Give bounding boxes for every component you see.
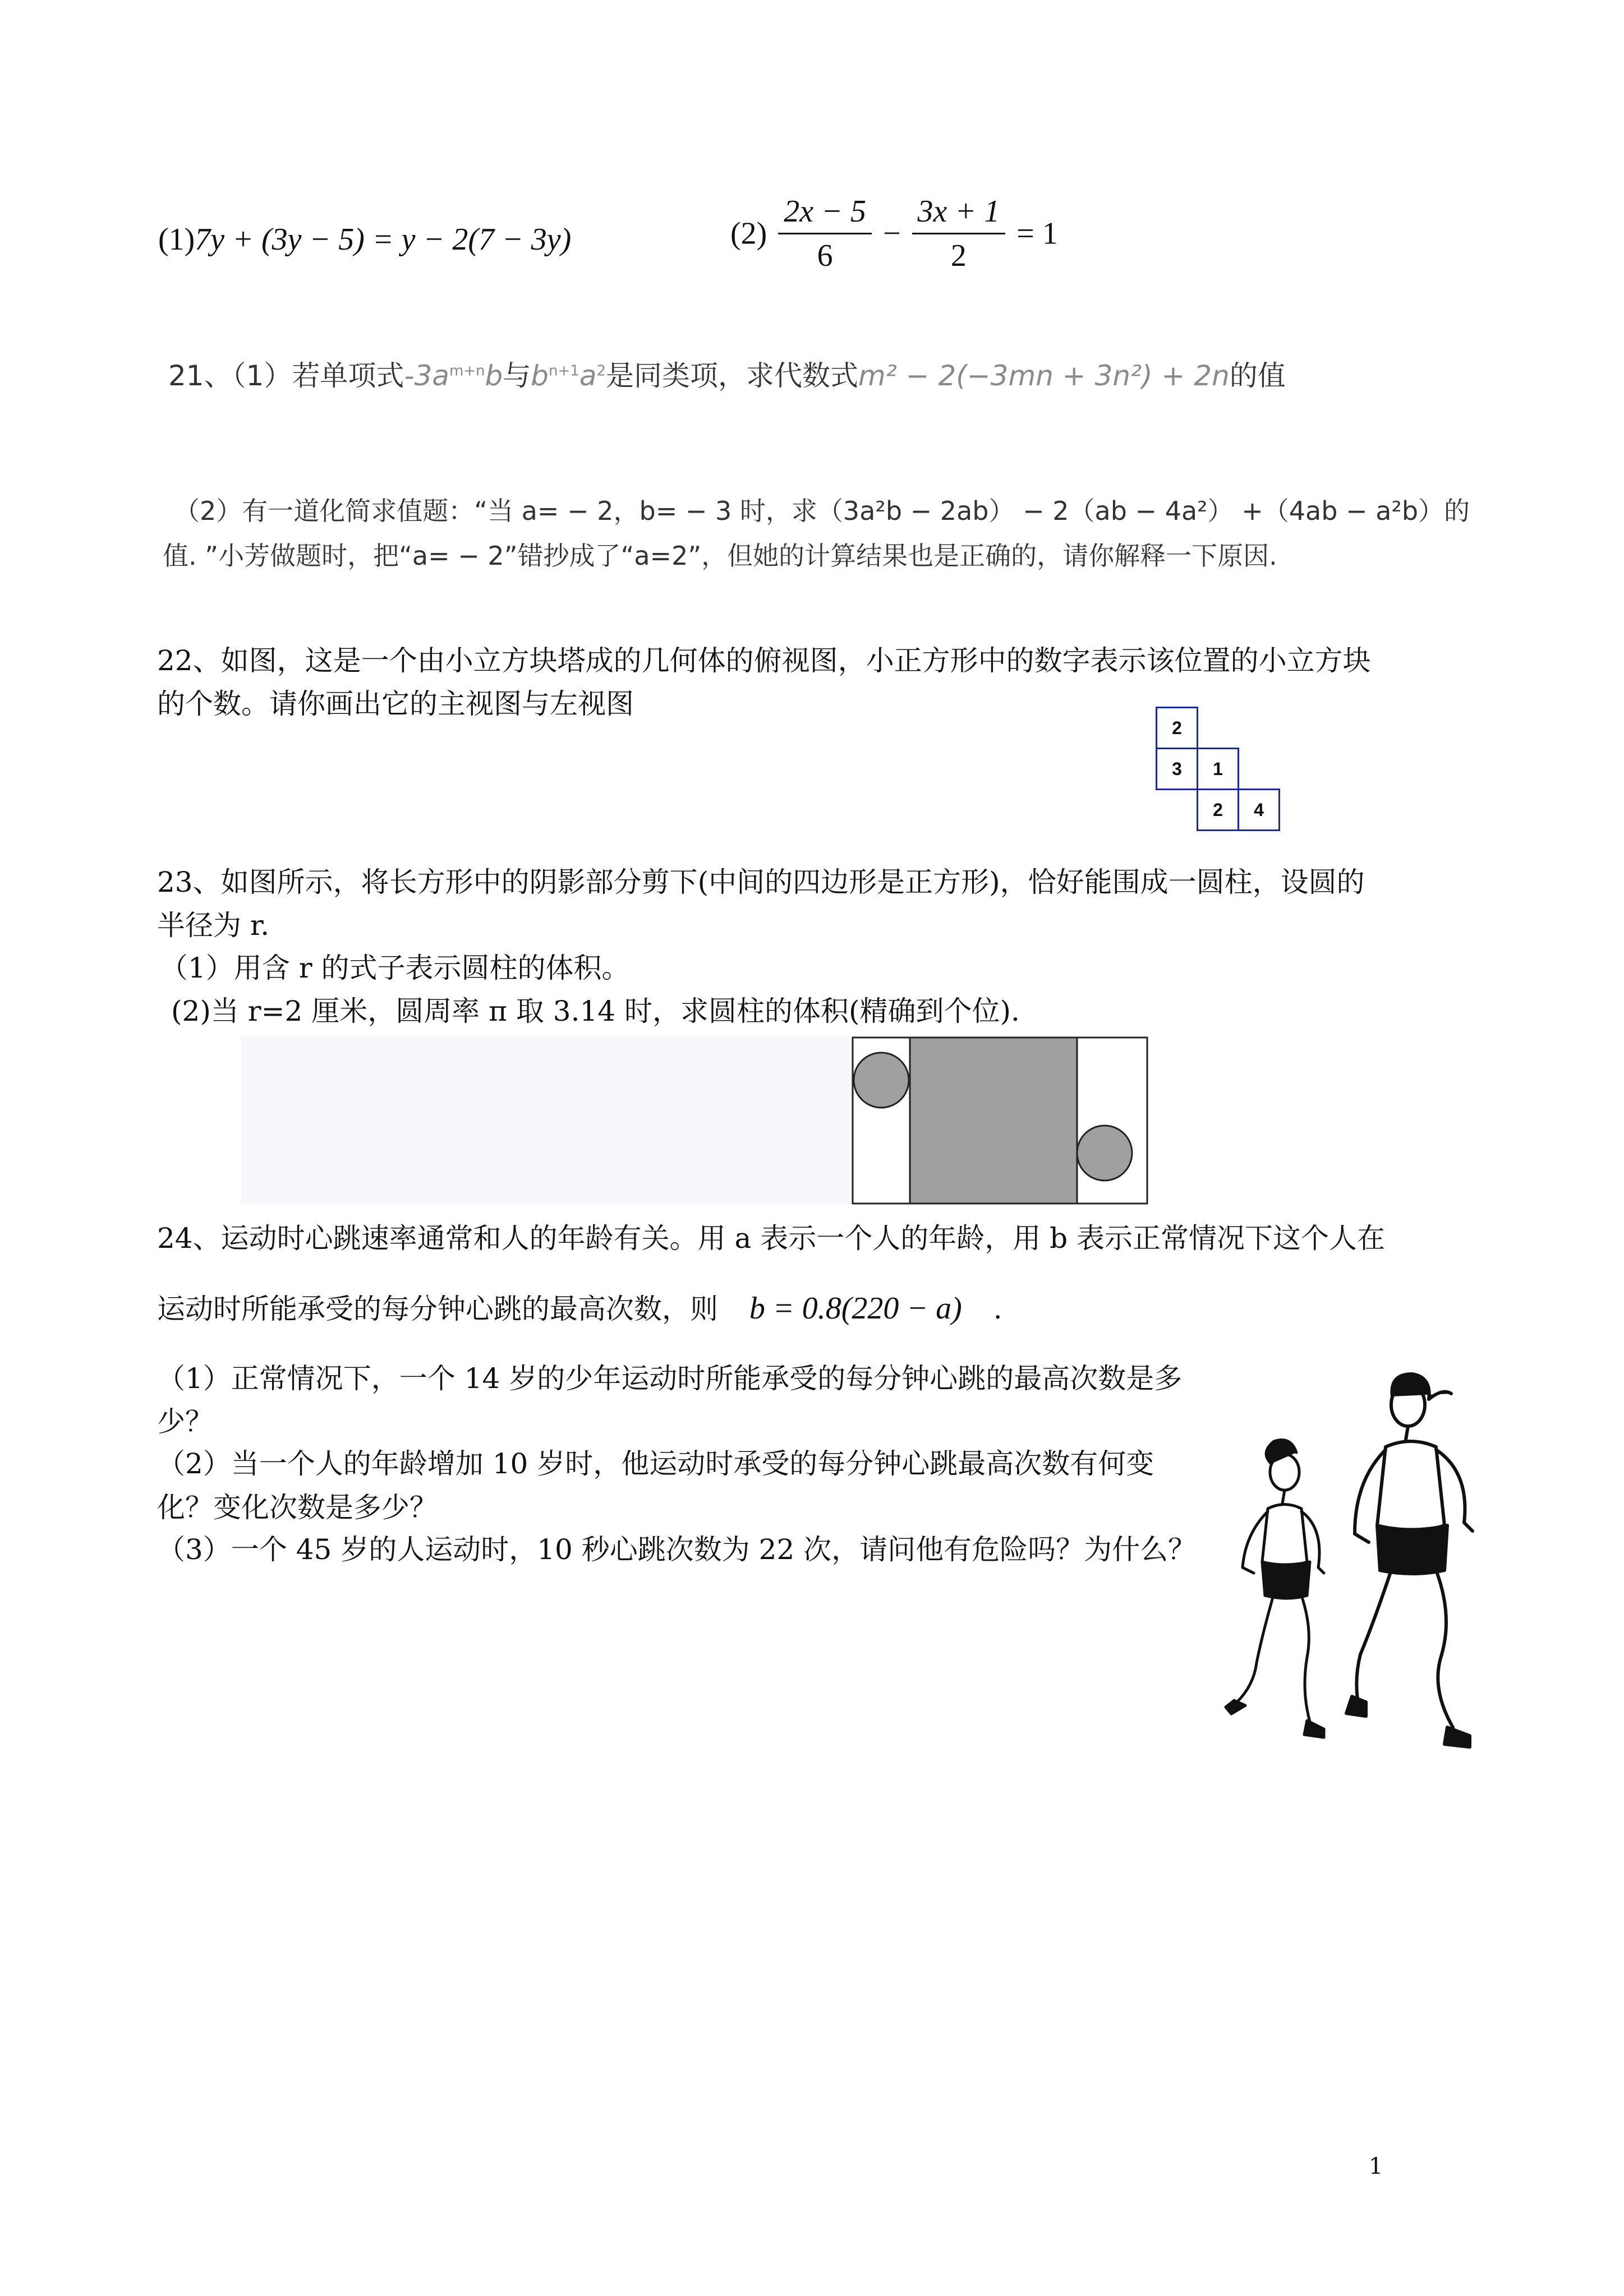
question-22-line-1: 22、如图，这是一个由小立方块塔成的几何体的俯视图，小正方形中的数字表示该位置的小立方块 [157,644,1371,677]
q21-end: 的值 [1229,359,1286,392]
question-24-line-2 [157,1287,1002,1330]
cylinder-net-figure [241,1036,1156,1206]
question-23-line-1: 23、如图所示，将长方形中的阴影部分剪下(中间的四边形是正方形)，恰好能围成一圆柱，设圆的 [157,866,1365,898]
equation-2 [730,193,1058,274]
runners-illustration [1217,1368,1498,1761]
fraction-1-numerator: 2x − 5 [778,193,872,234]
minus-sign: − [882,216,901,251]
question-24-sub-1-line-2: 少？ [157,1405,213,1438]
q21-prefix: 21、（1）若单项式 [168,359,404,392]
equation-2-rhs: = 1 [1016,216,1058,251]
fraction-1-denominator: 6 [817,238,833,273]
top-view-grid [1156,707,1285,836]
q21-with: 与 [503,359,531,392]
small-runner [1226,1440,1324,1738]
monomial-2-a: a [579,359,597,392]
fraction-2-denominator: 2 [950,238,967,273]
fraction-2 [912,193,1006,274]
monomial-2: b [531,359,549,392]
monomial-2-exponent: n+1 [549,362,579,380]
question-24-sub-1-line-1: （1）正常情况下，一个 14 岁的少年运动时所能承受的每分钟心跳的最高次数是多 [157,1362,1183,1395]
question-24-line-1: 24、运动时心跳速率通常和人的年龄有关。用 a 表示一个人的年龄，用 b 表示正常情况下这个人在 [157,1222,1386,1255]
equation-1-label: (1) [158,222,195,257]
equation-1 [158,222,571,257]
question-22-line-2: 的个数。请你画出它的主视图与左视图 [157,688,634,720]
question-24-sub-3: （3）一个 45 岁的人运动时，10 秒心跳次数为 22 次，请问他有危险吗？为什么？ [157,1533,1197,1566]
heart-rate-formula: b = 0.8(220 − a) [749,1291,962,1326]
equation-1-text: 7y + (3y − 5) = y − 2(7 − 3y) [195,222,572,257]
monomial-2-a-exponent: 2 [596,362,606,380]
grid-cell: 3 [1156,748,1198,790]
equation-2-label: (2) [730,216,767,251]
fraction-2-numerator: 3x + 1 [912,193,1006,234]
large-runner [1346,1374,1473,1747]
shaded-square [910,1038,1077,1204]
grid-cell: 2 [1156,707,1198,749]
monomial-1-exponent: m+n [449,362,485,380]
grid-cell: 2 [1197,789,1239,831]
fraction-1 [778,193,872,274]
question-23-line-2: 半径为 r. [157,909,270,942]
question-21-part-2-line-1: （2）有一道化简求值题：“当 a= − 2，b= − 3 时，求（3a²b − 2ab） − 2（ab − 4a²） +（4ab − a²b）的 [174,496,1470,526]
q21-expression: m² − 2(−3mn + 3n²) + 2n [858,359,1230,392]
bottom-circle [1077,1126,1132,1181]
question-24-sub-2-line-1: （2）当一个人的年龄增加 10 岁时，他运动时承受的每分钟心跳最高次数有何变 [157,1447,1154,1480]
question-24-line-2-text: 运动时所能承受的每分钟心跳的最高次数，则 [157,1293,718,1325]
question-21-part-2-line-2: 值. ”小芳做题时，把“a= − 2”错抄成了“a=2”，但她的计算结果也是正确的，请你解释一下原因. [163,541,1277,571]
q21-same-type: 是同类项，求代数式 [606,359,859,392]
grid-cell: 1 [1197,748,1239,790]
question-23-sub-2: (2)当 r=2 厘米，圆周率 π 取 3.14 时，求圆柱的体积(精确到个位). [171,995,1020,1027]
monomial-1: -3a [404,359,449,392]
question-23-sub-1: （1）用含 r 的式子表示圆柱的体积。 [160,952,630,984]
page-number: 1 [1369,2154,1383,2179]
top-circle [854,1053,909,1108]
grid-cell: 4 [1237,789,1280,831]
monomial-1-b: b [485,359,503,392]
question-24-sub-2-line-2: 化？变化次数是多少？ [157,1491,438,1524]
figure-background [241,1036,853,1205]
question-24-line-2-end: . [993,1293,1002,1325]
question-21-part-1 [168,353,1286,394]
